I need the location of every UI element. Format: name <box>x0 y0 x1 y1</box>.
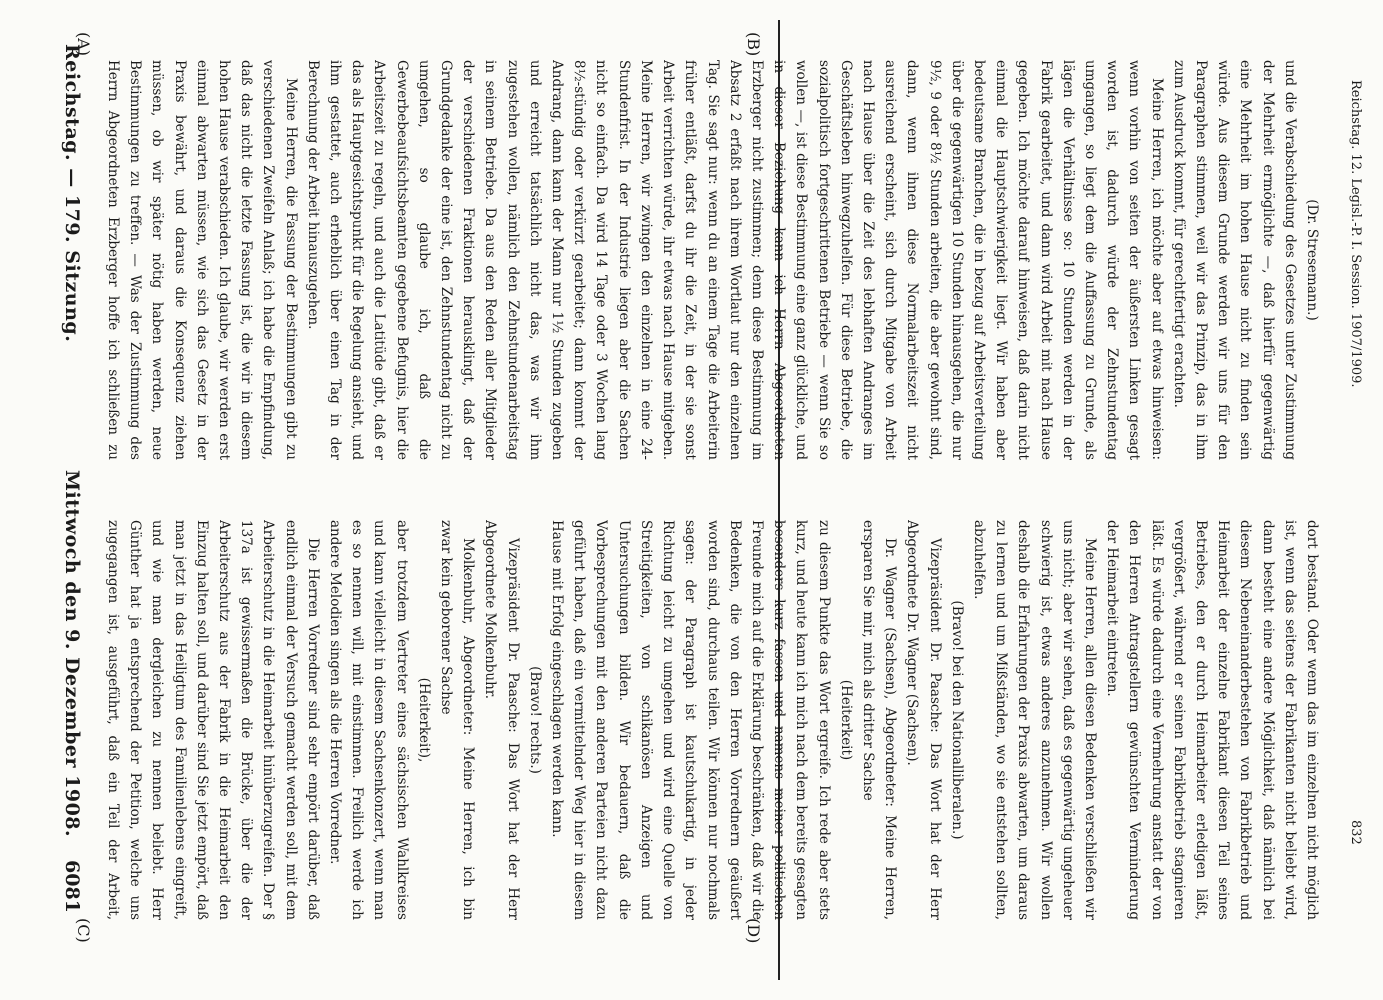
speaker-label: (Dr. Stresemann.) <box>1304 199 1320 321</box>
footer-citation: Reichstag. 12. Legisl.-P. I. Session. 1907/1909. <box>1348 80 1363 388</box>
right-column <box>98 520 1323 920</box>
applause-note: (Bravo! bei den Nationalliberalen.) <box>948 600 965 840</box>
margin-letter-c: (C) <box>74 918 93 943</box>
margin-letter-a: (A) <box>74 32 93 57</box>
paragraph: Meine Herren, die Fassung der Bestimmungen gibt zu verschiedenen Zweifeln Anlaß; ich habe die Empfindung, daß das nicht die letzte Fassung ist, die wir in diesem hohen Hause verabschieden. Ich glaube, wir werden erst einmal abwarten müssen, wie sich das Gesetz in der Praxis bewährt, und daraus die Konsequenz ziehen müssen, ob wir später nötig haben werden, neue Bestimmungen zu treffen. — Was der Zustimmung des Herrn Abgeordneten Erzberger hoffe ich schließen zu <box>105 60 299 460</box>
footer-number: 832 <box>1348 820 1363 845</box>
applause-note: (Bravo! rechts.) <box>526 666 543 774</box>
paragraph: zu diesem Punkte das Wort ergreife. Ich rede aber stets kurz, und heute kann ich mich nach dem bereits gesagten besonders kurz fassen und namens meiner politischen Freunde mich auf die Erklärung beschränken, daß wir die Bedenken, die von den Herren Vorrednern geäußert worden sind, durchaus teilen. Wir können nur nochmals sagen: der Paragraph ist kautschukartig, in jeder Richtung leicht zu umgehen und wird eine Quelle von Streitigkeiten, von schikanösen Anzeigen und Untersuchungen bilden. Wir bedauern, daß die Vorbesprechungen mit den anderen Parteien nicht dazu geführt haben, daß ein vermittelnder Weg hier in diesem Hause mit Erfolg eingeschlagen werden kann. <box>549 520 832 920</box>
margin-letter-d: (D) <box>744 918 763 944</box>
speaker-intro: Molkenbuhr, Abgeordneter: Meine Herren, ich bin zwar kein geborener Sachse <box>438 520 477 920</box>
header-date: Mittwoch den 9. Dezember 1908. <box>61 470 83 838</box>
paragraph: dort bestand. Oder wenn das im einzelnen nicht möglich ist, wenn das seitens der Fabrikanten nicht beliebt wird, dann besteht eine andere Möglichkeit, daß nämlich bei diesem Nebeneinanderbestehen von Fabrikbetrieb und Heimarbeit der einzelne Fabrikant diesen Teil seines Betriebes, den er durch Heimarbeiter erledigen läßt, vergrößert, während er seinen Fabrikbetrieb stagnieren läßt. Es würde dadurch eine Vermehrung anstatt der von den Herren Antragstellern gewünschten Verminderung der Heimarbeit eintreten. <box>1104 520 1320 920</box>
paragraph: aber trotzdem Vertreter eines sächsischen Wahlkreises und kann vielleicht in diesem Sachsenkonzert, wenn man es so nennen will, mit einstimmen. Freilich werde ich andere Melodien singen als die Herren Vorredner. <box>327 520 410 920</box>
left-column <box>98 60 1323 460</box>
margin-letter-b: (B) <box>744 32 763 57</box>
header-page-number: 6081 <box>61 860 83 913</box>
paragraph: und die Verabschiedung des Gesetzes unter Zustimmung der Mehrheit ermöglichte —, daß hierfür gegenwärtig eine Mehrheit im hohen Hause nicht zu finden sein würde. Aus diesem Grunde werden wir uns für den Paragraphen stimmen, weil wir das Prinzip, das in ihm zum Ausdruck kommt, für gerechtfertigt erachten. <box>1170 60 1298 460</box>
laughter-note: (Heiterkeit), <box>415 677 432 763</box>
laughter-note: (Heiterkeit) <box>837 679 854 761</box>
speaker-intro: Dr. Wagner (Sachsen), Abgeordneter: Meine Herren, ersparen Sie mir, mich als dritter Sachse <box>859 520 899 920</box>
vice-president-remark: Vizepräsident Dr. Paasche: Das Wort hat der Herr Abgeordnete Molkenbuhr. <box>482 520 521 920</box>
header-session: Reichstag. — 179. Sitzung. <box>61 44 83 343</box>
paragraph: Meine Herren, allen diesen Bedenken verschließen wir uns nicht; aber wir sehen, daß es gegenwärtig ungeheuer schwierig ist, etwas anderes anzunehmen. Wir wollen deshalb die Erfahrungen der Praxis abwarten, um daraus zu lernen und um Mißständen, wo sie entstehen sollten, abzuhelfen. <box>970 520 1098 920</box>
paragraph: Die Herren Vorredner sind sehr empört darüber, daß endlich einmal der Versuch gemacht werden soll, mit dem Arbeiterschutz in die Heimarbeit hinüberzugreifen. Der § 137a ist gewissermaßen die Brücke, über die der Arbeiterschutz aus der Fabrik in die Heimarbeit den Einzug halten soll, und darüber sind Sie jetzt empört, daß man jetzt in das Heiligtum des Familienlebens eingreift, und wie man dergleichen zu nennen beliebt. Herr Günther hat ja entsprechend der Petition, welche uns zugegangen ist, ausgeführt, daß ein Teil der Arbeit, <box>105 520 321 920</box>
vice-president-remark: Vizepräsident Dr. Paasche: Das Wort hat der Herr Abgeordnete Dr. Wagner (Sachsen). <box>904 520 943 920</box>
paragraph: Meine Herren, ich möchte aber auf etwas hinweisen: wenn vorhin von seiten der äußersten Linken gesagt worden ist, dadurch würde der Zehnstundentag umgangen, so liegt dem die Auffassung zu Grunde, als lägen die Verhältnisse so: 10 Stunden werden in der Fabrik gearbeitet, und dann wird Arbeit mit nach Hause gegeben. Ich möchte darauf hinweisen, daß darin nicht einmal die Hauptschwierigkeit liegt. Wir haben aber bedeutsame Branchen, die in bezug auf Arbeitsverteilung über die gegenwärtigen 10 Stunden hinausgehen, die nur 9½, 9 oder 8½ Stunden arbeiten, die aber gewohnt sind, dann, wenn ihnen diese Normalarbeitszeit nicht ausreichend erscheint, sich durch Mitgabe von Arbeit nach Hause über die Zeit des lebhaften Andranges im Geschäftsleben hinwegzuhelfen. Für diese Betriebe, die sozialpolitisch fortgeschrittenen Betriebe — wenn Sie so wollen —, ist diese Bestimmung eine ganz glückliche, und in dieser Beziehung kann ich Herrn Abgeordneten Erzberger nicht zustimmen; denn diese Bestimmung im Absatz 2 erfaßt nach ihrem Wortlaut nur den einzelnen Tag. Sie sagt nur: wenn du an einem Tage die Arbeiterin früher entläßt, darfst du ihr die Zeit, in der sie sonst Arbeit verrichten würde, ihr etwas nach Hause mitgeben. Meine Herren, wir zwingen den einzelnen in eine 24-Stundenfrist. In der Industrie liegen aber die Sachen nicht so einfach. Da wird 14 Tage oder 3 Wochen lang 8½-stündig oder verkürzt gearbeitet; dann kommt der Andrang, dann kann der Mann nur 1½ Stunden zugeben und erreicht tatsächlich nicht das, was wir ihm zugestehen wollen, nämlich den Zehnstundenarbeitstag in seinem Betriebe. Da aus den Reden aller Mitglieder der verschiedenen Fraktionen herausklingt, daß der Grundgedanke der eine ist, den Zehnstundentag nicht zu umgehen, so glaube ich, daß die Gewerbebeaufsichtsbeamten gegebene Befugnis, hier die Arbeitszeit zu regeln, und auch die Latitüde gibt, daß er das als Hauptgesichtspunkt für die Regelung ansieht, und ihm gestattet, auch erheblich über einen Tag in der Berechnung der Arbeit hinauszugehen. <box>304 60 1165 460</box>
